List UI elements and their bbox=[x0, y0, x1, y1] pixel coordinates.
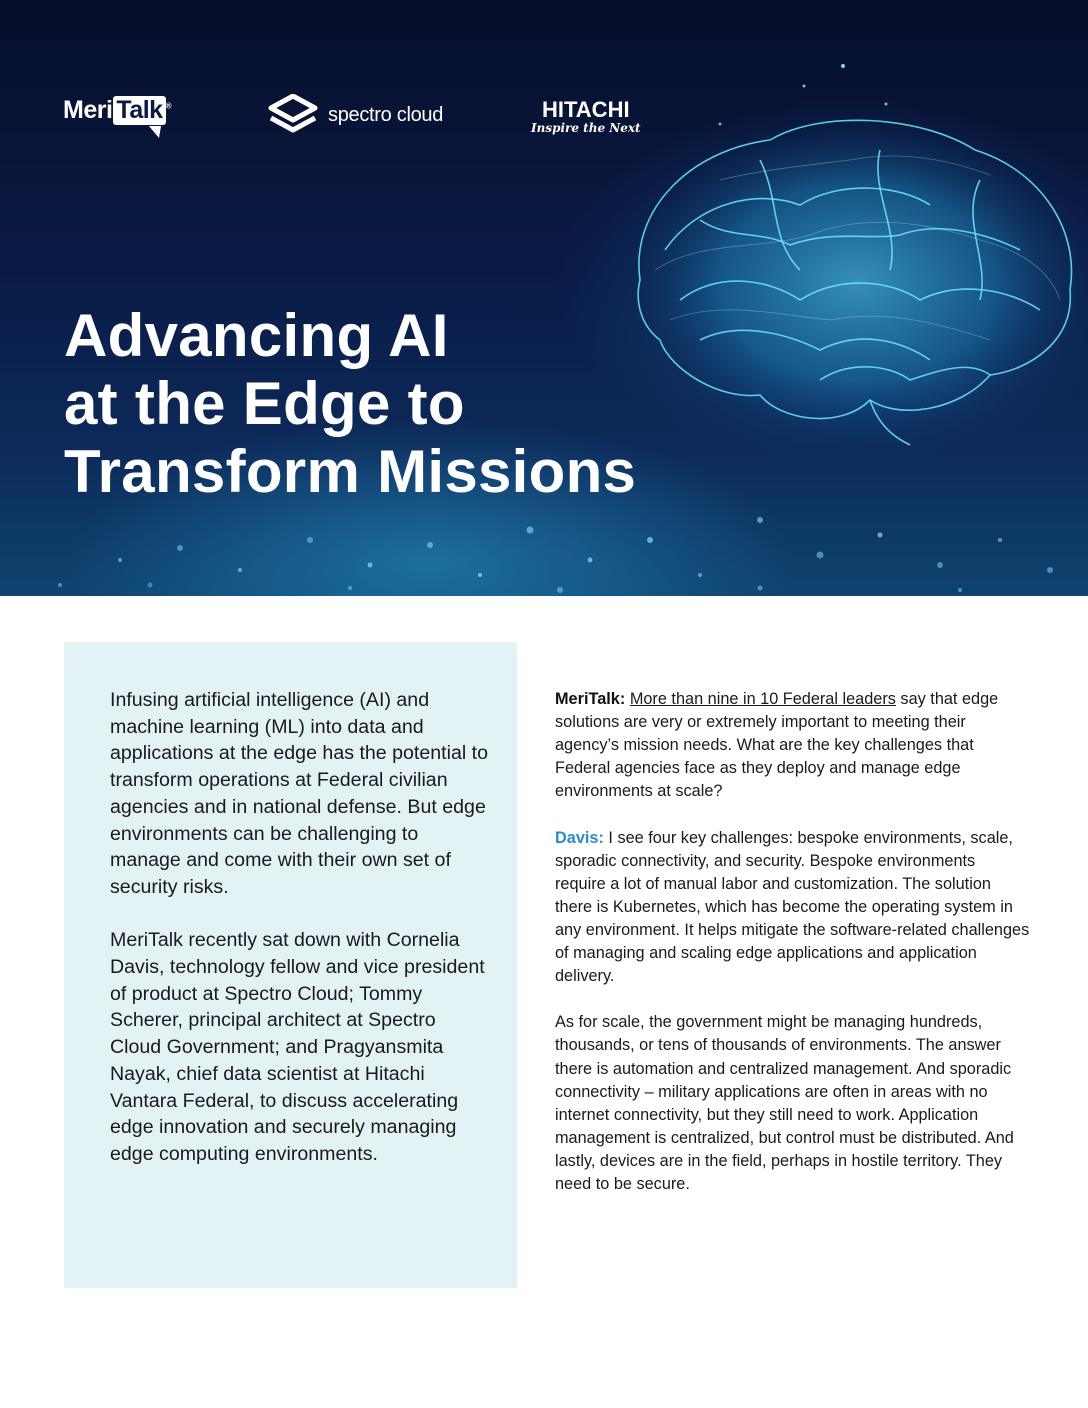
glowing-brain-network-image bbox=[0, 0, 1088, 596]
answer-text: I see four key challenges: bespoke environments, scale, sporadic connectivity, and security. Bespoke environments require a lot of manual labor and customization. The solution there is Kubernetes, which has become the operating system in any environment. It helps mitigate the software-related challenges of managing and scaling edge applications and application delivery. bbox=[555, 828, 1030, 986]
speech-bubble-tail-icon bbox=[149, 126, 161, 138]
page-title: Advancing AI at the Edge to Transform Missions bbox=[64, 302, 637, 505]
intro-paragraph: MeriTalk recently sat down with Cornelia Davis, technology fellow and vice president of product at Spectro Cloud; Tommy Scherer, principal architect at Spectro Cloud Government; and Pragyansmita Nayak, chief data scientist at Hitachi Vantara Federal, to discuss accelerating edge innovation and securely managing edge computing environments. bbox=[110, 929, 485, 1165]
meritalk-logo-meri: Meri bbox=[63, 96, 113, 124]
meritalk-logo bbox=[63, 96, 171, 125]
spectro-cloud-logo bbox=[268, 94, 443, 136]
hitachi-tagline: Inspire the Next bbox=[531, 121, 641, 135]
spectro-cloud-name: spectro cloud bbox=[328, 103, 444, 126]
question-text: say that edge solutions are very or extremely important to meeting their agency’s mission needs. What are the key challenges that Federal agencies face as they deploy and manage edge environments at scale? bbox=[555, 690, 999, 801]
spectro-cloud-logo-icon bbox=[268, 94, 318, 136]
speaker-label-davis: Davis: bbox=[555, 828, 604, 847]
meritalk-logo-talk: Talk bbox=[113, 96, 165, 125]
answer-paragraph-continued: As for scale, the government might be managing hundreds, thousands, or tens of thousands of environments. The answer there is automation and centralized management. And sporadic connectivity – military applications are often in areas with no internet connectivity, but they still need to work. Application management is centralized, but control must be distributed. And lastly, devices are in the field, perhaps in hostile territory. They need to be secure. bbox=[555, 1013, 1014, 1193]
registered-mark: ® bbox=[165, 101, 171, 111]
answer-paragraph bbox=[555, 827, 1030, 989]
hitachi-name: HITACHI bbox=[541, 97, 630, 122]
interview-column bbox=[555, 688, 1030, 1219]
speaker-label-meritalk: MeriTalk: bbox=[555, 690, 626, 708]
federal-leaders-link[interactable]: More than nine in 10 Federal leaders bbox=[629, 690, 896, 708]
question-paragraph bbox=[555, 688, 1030, 803]
intro-text bbox=[110, 687, 490, 1194]
intro-paragraph: Infusing artificial intelligence (AI) and machine learning (ML) into data and applications at the edge has the potential to transform operations at Federal civilian agencies and in national defense. But edge environments can be challenging to manage and come with their own set of security risks. bbox=[110, 689, 489, 898]
hero-banner bbox=[0, 0, 1088, 596]
intro-sidebar bbox=[64, 642, 517, 1288]
hitachi-logo bbox=[531, 99, 641, 135]
